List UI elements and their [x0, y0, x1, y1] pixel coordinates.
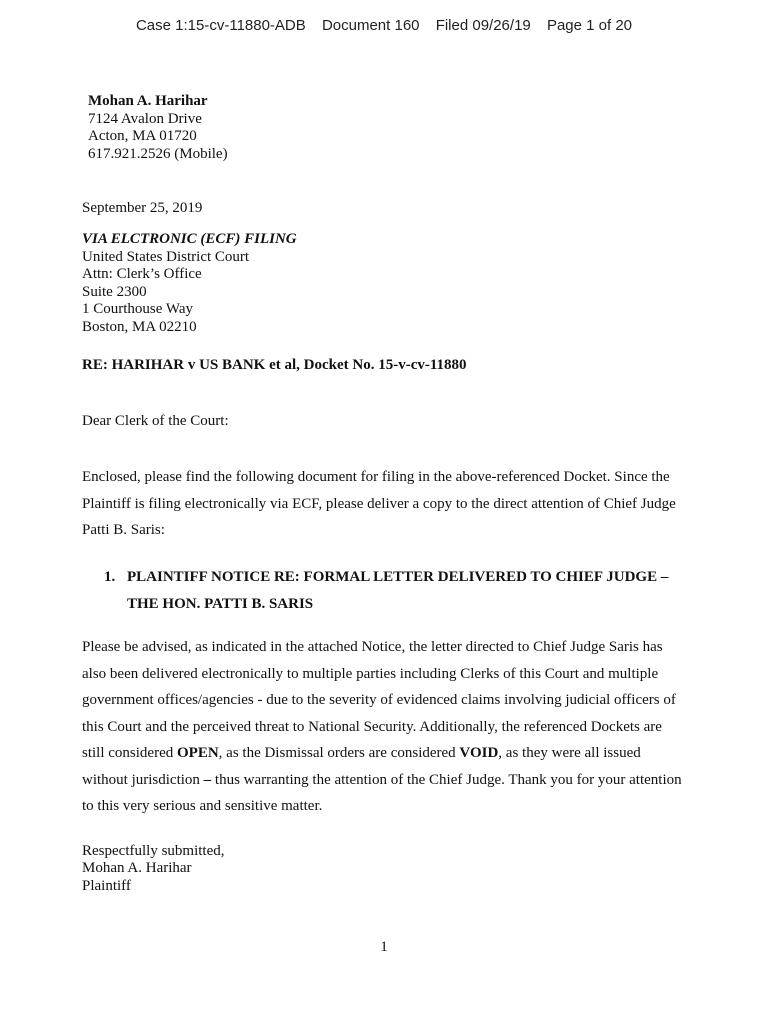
sender-name: Mohan A. Harihar: [88, 93, 208, 109]
list-number: 1.: [104, 569, 116, 585]
paragraph2-part3: , as they were all issued without jurisdiction: [82, 745, 641, 788]
sender-address-block: [88, 93, 228, 163]
sender-address-line1: 7124 Avalon Drive: [88, 110, 202, 127]
dash-mark: –: [203, 771, 212, 788]
list-text: PLAINTIFF NOTICE RE: FORMAL LETTER DELIVERED TO CHIEF JUDGE – THE HON. PATTI B. SARIS: [127, 569, 669, 612]
salutation: Dear Clerk of the Court:: [82, 413, 229, 429]
page-number: 1: [380, 939, 388, 955]
sender-phone: 617.921.2526 (Mobile): [88, 145, 228, 162]
recipient-attn: Attn: Clerk’s Office: [82, 266, 202, 283]
recipient-court: United States District Court: [82, 248, 250, 265]
case-number: Case 1:15-cv-11880-ADB: [135, 17, 306, 34]
delivery-method: VIA ELCTRONIC (ECF) FILING: [82, 231, 297, 247]
paragraph2-part4: thus warranting the attention of the Chief Judge. Thank you for your attention to this very serious and sensitive matter.: [82, 771, 682, 814]
paragraph2-part2: , as the Dismissal orders are considered: [218, 745, 460, 761]
open-keyword: OPEN: [176, 745, 219, 761]
sender-address-line2: Acton, MA 01720: [88, 128, 197, 145]
case-header: [0, 17, 768, 34]
void-keyword: VOID: [459, 745, 499, 761]
filed-date: Filed 09/26/19: [435, 17, 531, 34]
page-indicator: Page 1 of 20: [546, 17, 633, 34]
document-number: Document 160: [321, 17, 420, 34]
recipient-address-block: [82, 231, 297, 337]
recipient-city: Boston, MA 02210: [82, 318, 197, 335]
signature-role: Plaintiff: [82, 877, 131, 894]
enclosure-list-item: [104, 564, 694, 618]
letter-date: September 25, 2019: [82, 200, 203, 216]
subject-line: RE: HARIHAR v US BANK et al, Docket No. 15-v-cv-11880: [82, 357, 467, 373]
body-paragraph-1: Enclosed, please find the following document for filing in the above-referenced Docket. Since the Plaintiff is filing electronically via ECF, please deliver a copy to the direct attention of Chief Judge Patti B. Saris:: [82, 469, 676, 538]
signature-block: [82, 860, 192, 895]
paragraph2-part1: Please be advised, as indicated in the attached Notice, the letter directed to Chief Judge Saris has also been delivered electronically to multiple parties including Clerks of this Court and multiple government offices/agencies - due to the severity of evidenced claims involving judicial officers of this Court and the perceived threat to National Security. Additionally, the referenced Dockets are still considered: [82, 639, 676, 761]
recipient-street: 1 Courthouse Way: [82, 301, 194, 318]
recipient-suite: Suite 2300: [82, 283, 147, 300]
body-paragraph-2: [82, 634, 686, 820]
signature-name: Mohan A. Harihar: [82, 860, 192, 876]
closing-line: Respectfully submitted,: [82, 843, 225, 859]
